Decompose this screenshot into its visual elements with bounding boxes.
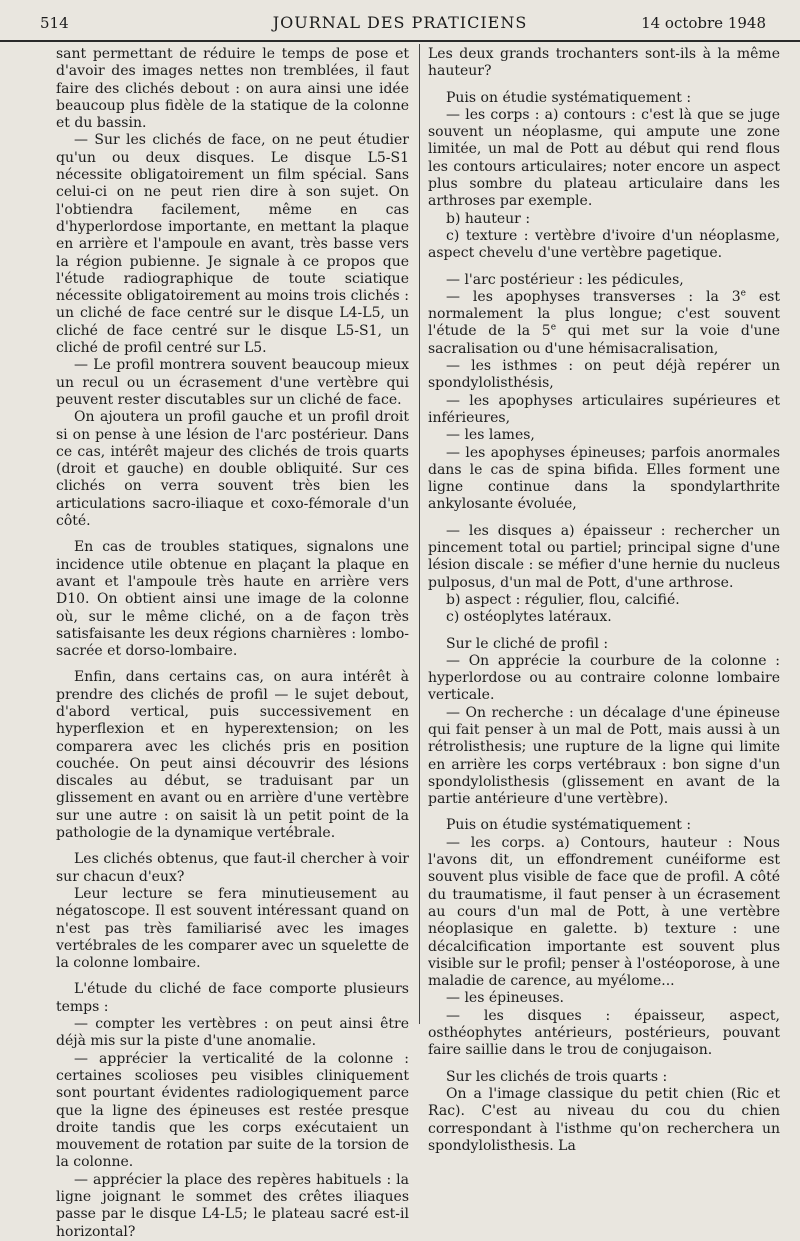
paragraph: — On recherche : un décalage d'une épineuse qui fait penser à un mal de Pott, mais aussi à un rétrolisthesis; une rupture de la ligne qui limite en arrière les corps vertébraux : bon signe d'un spondylolisthesis (glissement en avant de la partie antérieure d'une vertèbre). [428, 704, 780, 808]
paragraph: En cas de troubles statiques, signalons une incidence utile obtenue en plaçant la plaque en avant et l'ampoule très haute en arrière vers D10. On obtient ainsi une image de la colonne où, sur le même cliché, on a de façon très satisfaisante les deux régions charnières : lombo-sacrée et dorso-lombaire. [56, 539, 409, 660]
paragraph: On ajoutera un profil gauche et un profil droit si on pense à une lésion de l'arc postérieur. Dans ce cas, intérêt majeur des clichés de trois quarts (droit et gauche) en double obliquité. Sur ces clichés on verra souvent très bien les articulations sacro-iliaque et coxo-fémorale d'un côté. [56, 409, 409, 530]
paragraph: Puis on étudie systématiquement : [446, 89, 692, 106]
paragraph: L'étude du cliché de face comporte plusieurs temps : [56, 981, 409, 1015]
paragraph: — apprécier la place des repères habituels : la ligne joignant le sommet des crêtes iliaques passe par le disque L4-L5; le plateau sacré est-il horizontal? [56, 1171, 409, 1240]
paragraph: c) ostéoplytes latéraux. [446, 609, 612, 626]
text-run: est normalement la plus longue; c'est souvent l'étude de la 5 [428, 288, 780, 340]
paragraph: — compter les vertèbres : on peut ainsi être déjà mis sur la piste d'une anomalie. [56, 1016, 409, 1050]
paragraph: — les corps. a) Contours, hauteur : Nous l'avons dit, un effondrement cunéiforme est souvent plus visible de face que de profil. A côté du traumatisme, il faut penser à un écrasement au cours d'un mal de Pott, à une vertèbre néoplasique en galette. b) texture : une décalcification importante est souvent plus visible sur le profil; penser à l'ostéoporose, à une maladie de carence, au myélome... [428, 834, 780, 990]
paragraph: Puis on étudie systématiquement : [446, 817, 692, 834]
paragraph: sant permettant de réduire le temps de pose et d'avoir des images nettes non tremblées, il faut faire des clichés debout : on aura ainsi une idée beaucoup plus fidèle de la statique de la colonne et du bassin. [56, 46, 409, 132]
paragraph: Enfin, dans certains cas, on aura intérêt à prendre des clichés de profil — le sujet debout, d'abord vertical, puis successivement en hyperflexion et en hyperextension; on les comparera avec les clichés pris en position couchée. On peut ainsi découvrir des lésions discales au début, se traduisant par un glissement en avant ou en arrière d'une vertèbre sur une autre : on saisit là un petit point de la pathologie de la dynamique vertébrale. [56, 669, 409, 842]
paragraph [428, 289, 780, 358]
paragraph: c) texture : vertèbre d'ivoire d'un néoplasme, aspect chevelu d'une vertèbre pagetique. [428, 227, 780, 262]
left-column [56, 46, 409, 1241]
paragraph: — les disques a) épaisseur : rechercher un pincement total ou partiel; principal signe d'une lésion discale : se méfier d'une hernie du nucleus pulposus, d'un mal de Pott, d'une arthrose. [428, 522, 780, 591]
paragraph: — l'arc postérieur : les pédicules, [446, 271, 684, 288]
column-divider [419, 44, 420, 1024]
paragraph: — les isthmes : on peut déjà repérer un spondylolisthésis, [428, 358, 780, 392]
paragraph: — Le profil montrera souvent beaucoup mieux un recul ou un écrasement d'une vertèbre qui peuvent rester discutables sur un cliché de face. [56, 357, 409, 408]
paragraph: Leur lecture se fera minutieusement au négatoscope. Il est souvent intéressant quand on n'est pas très familiarisé avec les images vertébrales de les comparer avec un squelette de la colonne lombaire. [56, 885, 409, 972]
paragraph: — les disques : épaisseur, aspect, osthéophytes antérieurs, postérieurs, pouvant faire saillie dans le trou de conjugaison. [428, 1007, 780, 1059]
paragraph: Les deux grands trochanters sont-ils à la même hauteur? [428, 46, 780, 80]
ordinal-superscript: e [550, 322, 557, 333]
paragraph: b) hauteur : [446, 210, 531, 227]
text-run: qui met sur la voie d'une sacralisation ou d'une hémisacralisation, [428, 323, 780, 357]
paragraph: — les apophyses articulaires supérieures et inférieures, [428, 392, 780, 426]
paragraph: — On apprécie la courbure de la colonne : hyperlordose ou au contraire colonne lombaire verticale. [428, 652, 780, 704]
right-column [428, 46, 780, 1155]
ordinal-superscript: e [740, 288, 746, 299]
page-header [0, 0, 800, 42]
paragraph: — les apophyses épineuses; parfois anormales dans le cas de spina bifida. Elles forment une ligne continue dans la spondylarthrite ankylosante évoluée, [428, 444, 780, 513]
paragraph: — Sur les clichés de face, on ne peut étudier qu'un ou deux disques. Le disque L5-S1 nécessite obligatoirement un film spécial. Sans celui-ci on ne peut rien dire à son sujet. On l'obtiendra facilement, même en cas d'hyperlordose importante, en mettant la plaque en arrière et l'ampoule en avant, très basse vers la région pubienne. Je signale à ce propos que l'étude radiographique de toute sciatique nécessite obligatoirement au moins trois clichés : un cliché de face centré sur le disque L4-L5, un cliché de face centré sur le disque L5-S1, un cliché de profil centré sur L5. [56, 132, 409, 357]
paragraph: — les corps : a) contours : c'est là que se juge souvent un néoplasme, qui ampute une zone limitée, un mal de Pott au début qui rend flous les contours articulaires; noter encore un aspect plus sombre du plateau articulaire dans les arthroses par exemple. [428, 106, 780, 210]
paragraph: — les lames, [446, 427, 535, 444]
page-number: 514 [40, 14, 69, 32]
paragraph: — les épineuses. [446, 990, 564, 1007]
paragraph: Sur le cliché de profil : [446, 635, 609, 652]
paragraph: On a l'image classique du petit chien (Ric et Rac). C'est au niveau du cou du chien correspondant à l'isthme qu'on recherchera un spondylolisthesis. La [428, 1085, 780, 1154]
text-run: — les apophyses transverses : la 3 [446, 288, 741, 305]
paragraph: b) aspect : régulier, flou, calcifié. [446, 591, 680, 608]
paragraph: — apprécier la verticalité de la colonne : certaines scolioses peu visibles cliniquement sont pourtant évidentes radiologiquement parce que la ligne des épineuses est restée presque droite tandis que les corps exécutaient un mouvement de rotation par suite de la torsion de la colonne. [56, 1050, 409, 1171]
paragraph: Sur les clichés de trois quarts : [446, 1068, 668, 1085]
paragraph: Les clichés obtenus, que faut-il chercher à voir sur chacun d'eux? [56, 851, 409, 885]
journal-title: JOURNAL DES PRATICIENS [272, 13, 528, 32]
issue-date: 14 octobre 1948 [641, 14, 766, 32]
